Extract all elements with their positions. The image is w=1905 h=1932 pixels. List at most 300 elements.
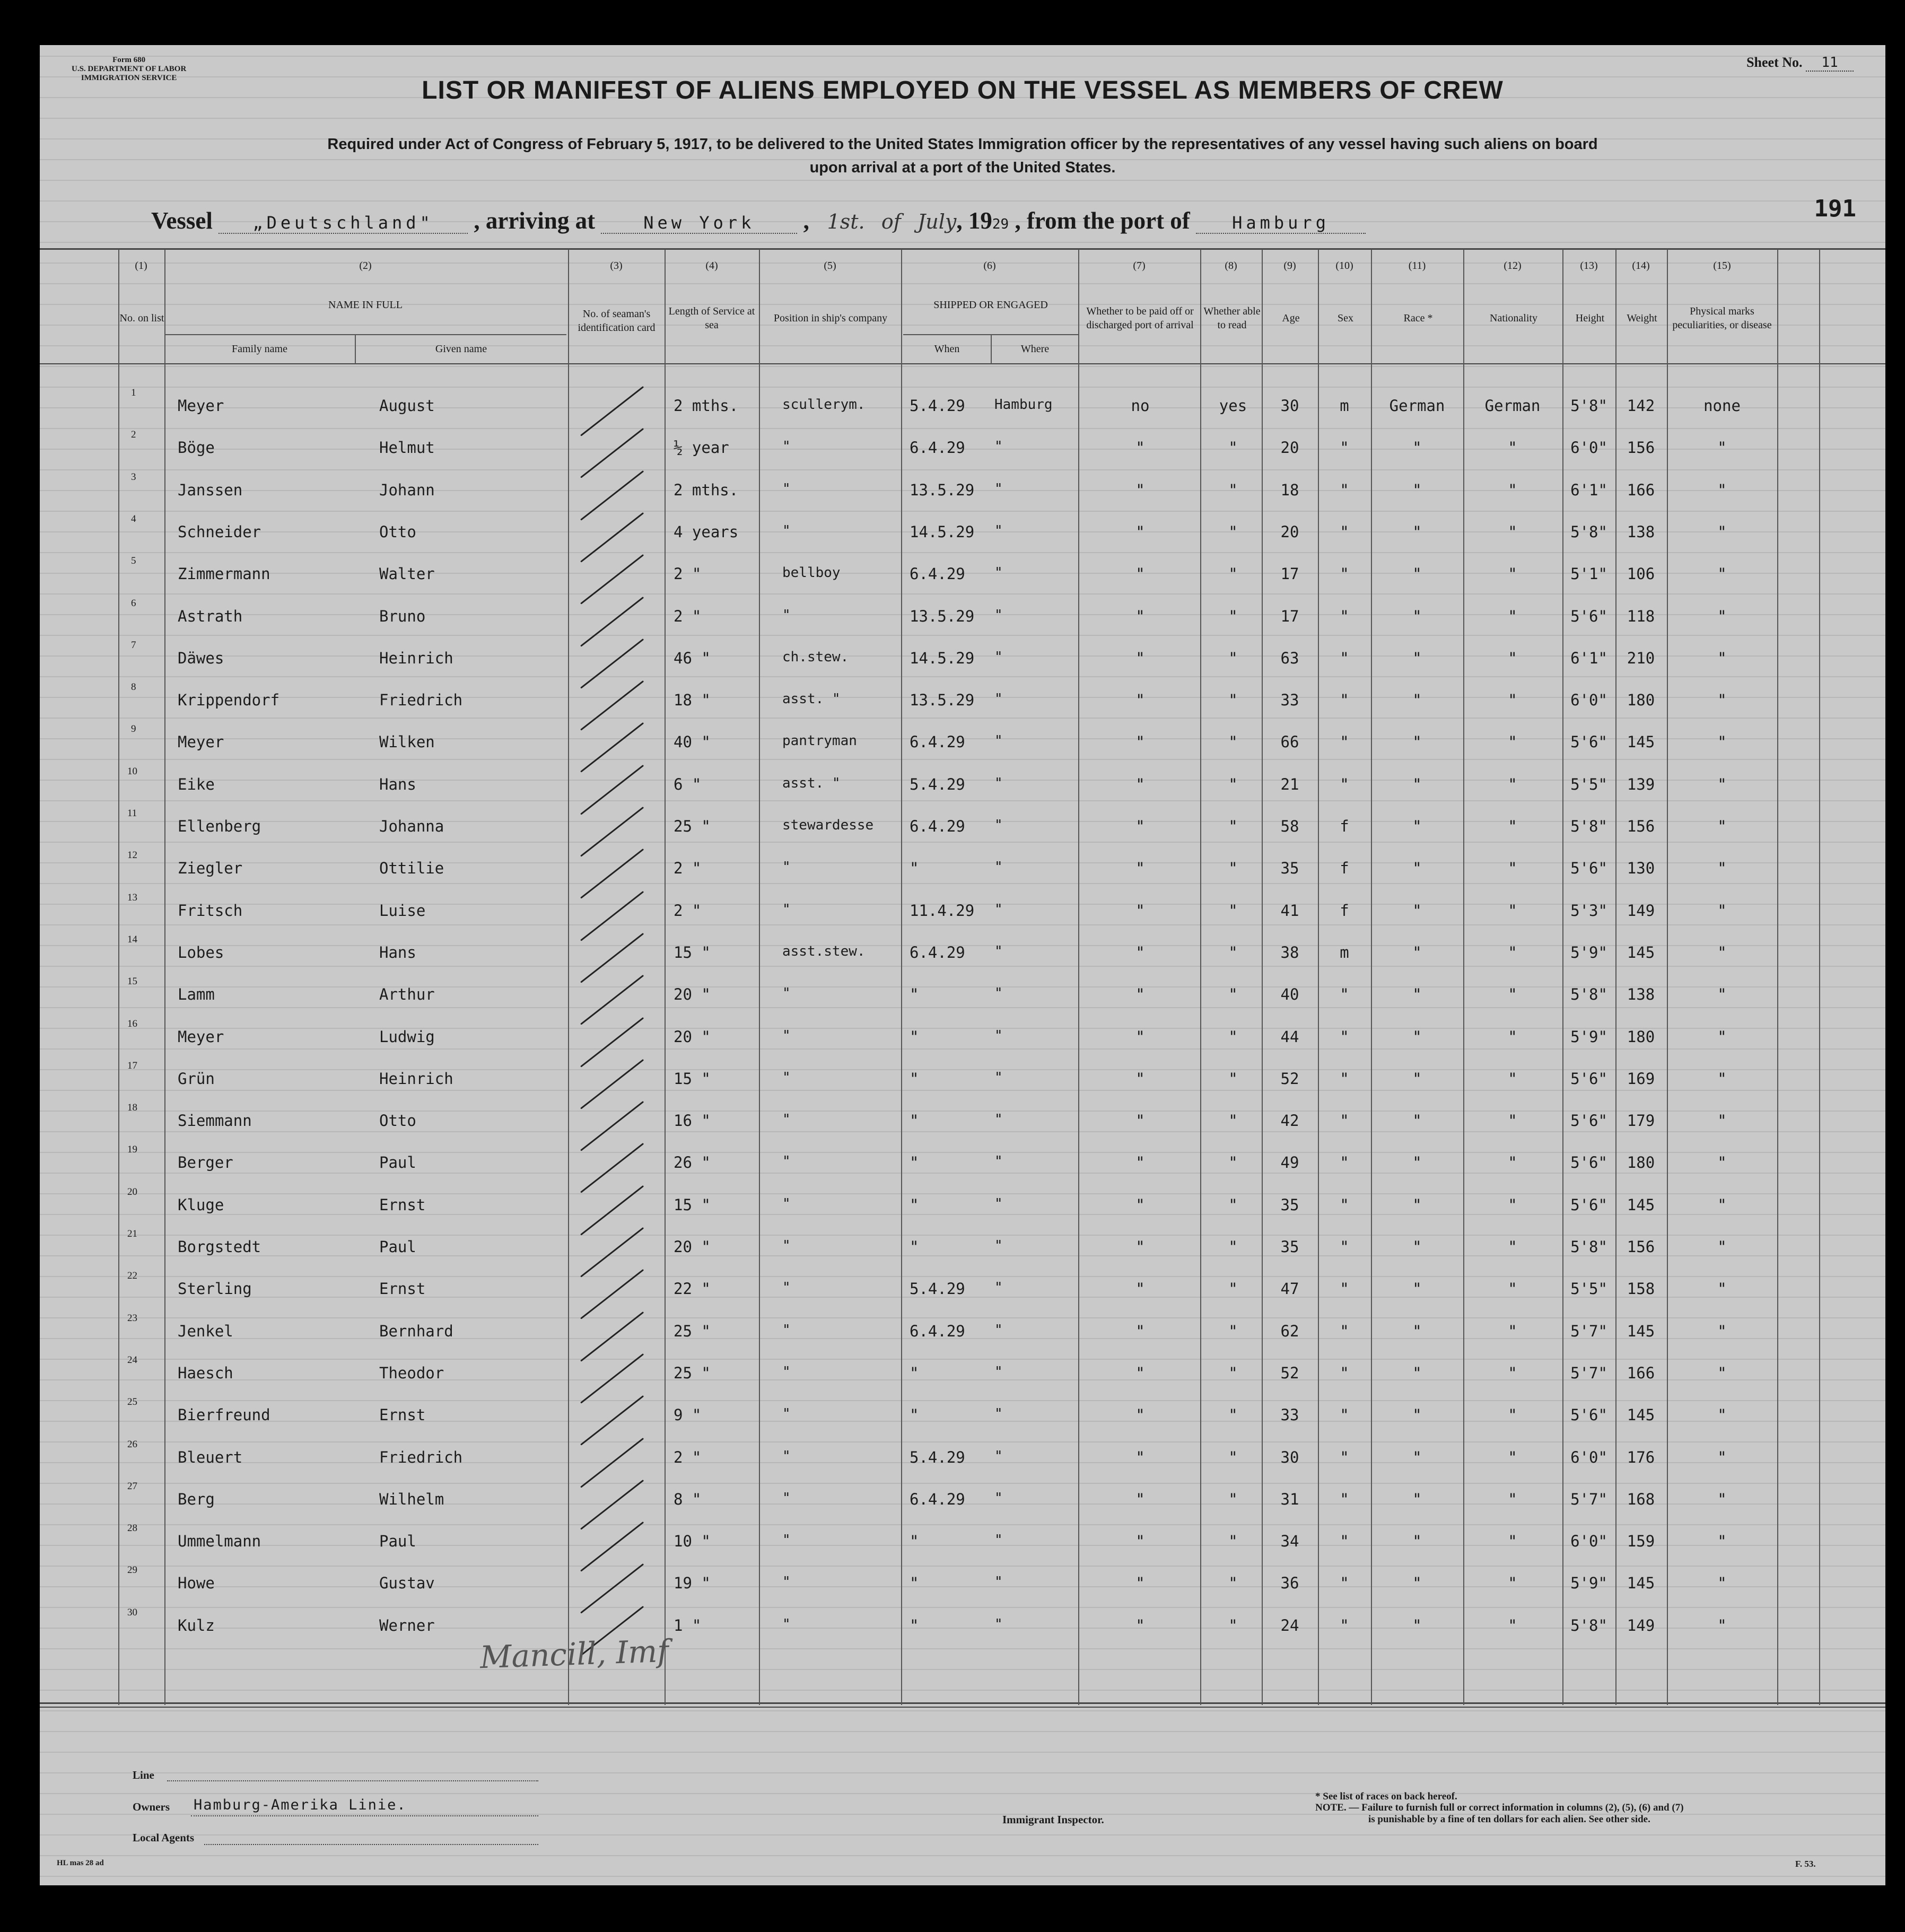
ruled-line [40, 1793, 1885, 1794]
position-cell: " [782, 901, 791, 917]
physical-marks-cell: " [1717, 985, 1727, 1004]
shipped-where-cell: " [994, 817, 1003, 833]
ruled-line [40, 1214, 1885, 1215]
ruled-line [40, 1772, 1885, 1773]
shipped-where-cell: " [994, 1532, 1003, 1549]
ruled-line [40, 1048, 1885, 1050]
row-number-cell: 23 [127, 1312, 137, 1324]
position-cell: asst. " [782, 691, 841, 707]
length-service-cell: 9 " [674, 1406, 702, 1424]
given-name-cell: Paul [379, 1532, 416, 1551]
family-name-cell: Eike [178, 775, 215, 793]
row-number-cell: 15 [127, 976, 137, 987]
family-name-cell: Grün [178, 1069, 215, 1088]
position-cell: bellboy [782, 565, 841, 581]
ruled-line [40, 1648, 1885, 1649]
position-cell: " [782, 607, 791, 623]
able-read-cell: " [1228, 649, 1238, 667]
shipped-when-cell: " [910, 1238, 919, 1256]
row-number-cell: 29 [127, 1564, 137, 1576]
paid-off-cell: " [1135, 649, 1145, 667]
height-cell: 5'8" [1570, 1238, 1607, 1256]
row-number-cell: 9 [131, 723, 136, 735]
family-name-cell: Ziegler [178, 859, 243, 878]
column-number: (13) [1580, 260, 1598, 272]
position-cell: " [782, 1280, 791, 1296]
physical-marks-cell: " [1717, 607, 1727, 625]
nationality-cell: " [1508, 859, 1517, 878]
ruled-line [40, 759, 1885, 760]
shipped-where-cell: Hamburg [994, 397, 1053, 413]
able-read-cell: " [1228, 1112, 1238, 1130]
of-label: of [881, 210, 901, 233]
physical-marks-cell: " [1717, 691, 1727, 710]
age-cell: 47 [1280, 1280, 1299, 1298]
sex-cell: " [1340, 1112, 1349, 1130]
nationality-cell: " [1508, 1027, 1517, 1046]
ruled-line [40, 1007, 1885, 1008]
sex-cell: " [1340, 985, 1349, 1004]
row-number-cell: 20 [127, 1186, 137, 1197]
shipped-where-cell: " [994, 1027, 1003, 1044]
shipped-when-cell: 14.5.29 [910, 649, 975, 667]
length-service-cell: 20 " [674, 985, 711, 1004]
row-number-cell: 19 [127, 1144, 137, 1156]
given-name-cell: Luise [379, 901, 426, 920]
column-separator [1777, 249, 1778, 1705]
family-name-cell: Schneider [178, 522, 261, 541]
given-name-cell: Friedrich [379, 1448, 463, 1466]
family-name-cell: Däwes [178, 649, 224, 667]
nationality-cell: " [1508, 1069, 1517, 1088]
local-agents-rule [204, 1844, 538, 1845]
family-name-cell: Astrath [178, 607, 243, 625]
arrival-day: 1st. [827, 210, 865, 233]
ruled-line [40, 883, 1885, 884]
shipped-where-cell: " [994, 1574, 1003, 1590]
row-number-cell: 13 [127, 891, 137, 903]
check-mark [580, 933, 644, 983]
column-separator [1318, 249, 1319, 1705]
document-title: LIST OR MANIFEST OF ALIENS EMPLOYED ON THE VESSEL AS MEMBERS OF CREW [422, 76, 1504, 104]
length-service-cell: 25 " [674, 1322, 711, 1340]
physical-marks-cell: " [1717, 480, 1727, 499]
height-cell: 5'7" [1570, 1490, 1607, 1508]
age-cell: 52 [1280, 1069, 1299, 1088]
given-name-cell: Ernst [379, 1406, 426, 1424]
race-cell: " [1412, 1322, 1422, 1340]
given-name-cell: Bernhard [379, 1322, 453, 1340]
able-read-cell: " [1228, 859, 1238, 878]
age-cell: 49 [1280, 1153, 1299, 1172]
nationality-cell: " [1508, 1448, 1517, 1466]
nationality-cell: " [1508, 1238, 1517, 1256]
arrival-month: July [917, 210, 957, 233]
weight-cell: 166 [1627, 1363, 1655, 1382]
length-service-cell: 2 " [674, 607, 702, 625]
header-name-in-full: NAME IN FULL [328, 299, 403, 311]
paid-off-cell: " [1135, 1363, 1145, 1382]
weight-cell: 145 [1627, 943, 1655, 961]
shipped-when-cell: " [910, 985, 919, 1004]
print-code-right: F. 53. [1795, 1859, 1816, 1869]
nationality-cell: " [1508, 691, 1517, 710]
race-cell: " [1412, 1112, 1422, 1130]
header-sex: Sex [1338, 312, 1353, 324]
row-number-cell: 8 [131, 681, 136, 693]
family-name-cell: Janssen [178, 480, 243, 499]
given-name-cell: Paul [379, 1238, 416, 1256]
height-cell: 5'8" [1570, 985, 1607, 1004]
shipped-where-cell: " [994, 985, 1003, 1002]
race-cell: " [1412, 1238, 1422, 1256]
line-value-rule [167, 1780, 538, 1781]
family-name-cell: Zimmermann [178, 565, 270, 583]
ruled-line [40, 1483, 1885, 1484]
family-name-cell: Borgstedt [178, 1238, 261, 1256]
year-prefix: 19 [968, 207, 992, 234]
physical-marks-cell: " [1717, 943, 1727, 961]
header-nationality: Nationality [1490, 312, 1537, 324]
race-cell: " [1412, 691, 1422, 710]
paid-off-cell: " [1135, 901, 1145, 920]
length-service-cell: 15 " [674, 943, 711, 961]
shipped-where-cell: " [994, 1406, 1003, 1422]
shipped-where-cell: " [994, 1195, 1003, 1212]
ruled-line [40, 1276, 1885, 1277]
height-cell: 6'0" [1570, 691, 1607, 710]
height-cell: 5'6" [1570, 1112, 1607, 1130]
shipped-where-cell: " [994, 901, 1003, 917]
height-cell: 5'7" [1570, 1322, 1607, 1340]
height-cell: 5'1" [1570, 565, 1607, 583]
local-agents-label: Local Agents [133, 1831, 195, 1844]
nationality-cell: " [1508, 901, 1517, 920]
check-mark [580, 1017, 644, 1067]
able-read-cell: " [1228, 1280, 1238, 1298]
height-cell: 5'9" [1570, 1574, 1607, 1593]
year-suffix: 29 [992, 216, 1009, 232]
age-cell: 42 [1280, 1112, 1299, 1130]
shipped-when-cell: 5.4.29 [910, 397, 965, 415]
physical-marks-cell: " [1717, 1069, 1727, 1088]
owners-value-rule [191, 1815, 538, 1816]
check-mark [580, 554, 644, 605]
family-name-cell: Meyer [178, 733, 224, 751]
shipped-when-cell: 11.4.29 [910, 901, 975, 920]
column-number: (8) [1225, 260, 1237, 272]
check-mark [580, 1353, 644, 1404]
shipped-where-cell: " [994, 733, 1003, 749]
header-seaman-card: No. of seaman's identification card [578, 308, 656, 334]
column-number: (3) [610, 260, 623, 272]
fine-note-line-2: is punishable by a fine of ten dollars for each alien. See other side. [1368, 1814, 1650, 1825]
name-subheader-line [164, 334, 566, 335]
row-number-cell: 24 [127, 1354, 137, 1366]
nationality-cell: " [1508, 1280, 1517, 1298]
height-cell: 6'0" [1570, 1448, 1607, 1466]
ruled-line [40, 1131, 1885, 1132]
sheet-number-label: Sheet No. [1746, 55, 1803, 70]
weight-cell: 169 [1627, 1069, 1655, 1088]
given-name-cell: Friedrich [379, 691, 463, 710]
check-mark [580, 1143, 644, 1193]
race-cell: " [1412, 943, 1422, 961]
weight-cell: 149 [1627, 901, 1655, 920]
family-name-cell: Bierfreund [178, 1406, 270, 1424]
shipped-where-cell: " [994, 439, 1003, 455]
height-cell: 5'6" [1570, 1069, 1607, 1088]
paid-off-cell: " [1135, 985, 1145, 1004]
column-separator [118, 249, 119, 1705]
height-cell: 5'6" [1570, 859, 1607, 878]
check-mark [580, 512, 644, 563]
age-cell: 62 [1280, 1322, 1299, 1340]
header-able-read: Whether able to read [1203, 305, 1261, 331]
ruled-line [40, 1731, 1885, 1732]
able-read-cell: " [1228, 1363, 1238, 1382]
age-cell: 33 [1280, 691, 1299, 710]
race-cell: " [1412, 775, 1422, 793]
family-name-cell: Berger [178, 1153, 233, 1172]
race-cell: " [1412, 1532, 1422, 1551]
nationality-cell: German [1484, 397, 1541, 415]
able-read-cell: " [1228, 1532, 1238, 1551]
paid-off-cell: " [1135, 1153, 1145, 1172]
sex-cell: " [1340, 649, 1349, 667]
given-name-cell: Werner [379, 1616, 435, 1634]
race-cell: " [1412, 1280, 1422, 1298]
subtitle-line-1: Required under Act of Congress of February 5, 1917, to be delivered to the United States Immigration officer by the representatives of any vessel having such aliens on board [327, 136, 1598, 153]
ruled-line [40, 1090, 1885, 1091]
race-cell: " [1412, 859, 1422, 878]
given-name-cell: Ludwig [379, 1027, 435, 1046]
position-cell: " [782, 1490, 791, 1506]
given-name-cell: August [379, 397, 435, 415]
paid-off-cell: " [1135, 1490, 1145, 1508]
ruled-line [40, 1193, 1885, 1194]
height-cell: 5'8" [1570, 1616, 1607, 1634]
paid-off-cell: " [1135, 1574, 1145, 1593]
shipped-when-cell: 13.5.29 [910, 607, 975, 625]
column-number: (12) [1504, 260, 1522, 272]
header-shipped: SHIPPED OR ENGAGED [933, 299, 1048, 311]
column-number: (2) [359, 260, 372, 272]
age-cell: 36 [1280, 1574, 1299, 1593]
paid-off-cell: " [1135, 1322, 1145, 1340]
ruled-line [40, 1834, 1885, 1835]
row-number-cell: 27 [127, 1480, 137, 1492]
length-service-cell: ½ year [674, 439, 729, 457]
weight-cell: 156 [1627, 439, 1655, 457]
age-cell: 33 [1280, 1406, 1299, 1424]
column-number: (1) [135, 260, 147, 272]
column-number: (11) [1408, 260, 1426, 272]
paid-off-cell: " [1135, 817, 1145, 835]
ruled-line [40, 1173, 1885, 1174]
length-service-cell: 46 " [674, 649, 711, 667]
position-cell: stewardesse [782, 817, 874, 833]
ruled-line [40, 1235, 1885, 1236]
family-name-cell: Kluge [178, 1195, 224, 1214]
sex-cell: " [1340, 1195, 1349, 1214]
race-cell: " [1412, 480, 1422, 499]
able-read-cell: " [1228, 1153, 1238, 1172]
position-cell: " [782, 480, 791, 497]
shipped-when-cell: 14.5.29 [910, 522, 975, 541]
given-name-cell: Arthur [379, 985, 435, 1004]
paid-off-cell: " [1135, 565, 1145, 583]
fine-note-line-1: NOTE. — Failure to furnish full or correct information in columns (2), (5), (6) and (7) [1315, 1802, 1684, 1813]
weight-cell: 138 [1627, 522, 1655, 541]
paid-off-cell: " [1135, 1406, 1145, 1424]
age-cell: 18 [1280, 480, 1299, 499]
sex-cell: " [1340, 1448, 1349, 1466]
subtitle-line-2: upon arrival at a port of the United States. [809, 159, 1116, 176]
position-cell: " [782, 859, 791, 876]
weight-cell: 145 [1627, 1195, 1655, 1214]
age-cell: 24 [1280, 1616, 1299, 1634]
check-mark [580, 807, 644, 857]
position-cell: asst. " [782, 775, 841, 791]
position-cell: " [782, 1153, 791, 1170]
owners-value: Hamburg-Amerika Linie. [194, 1797, 407, 1813]
sex-cell: " [1340, 691, 1349, 710]
header-length-service: Length of Service at sea [668, 305, 755, 331]
able-read-cell: " [1228, 1574, 1238, 1593]
check-mark [580, 470, 644, 521]
age-cell: 44 [1280, 1027, 1299, 1046]
family-name-cell: Kulz [178, 1616, 215, 1634]
able-read-cell: " [1228, 480, 1238, 499]
able-read-cell: " [1228, 1616, 1238, 1634]
row-number-cell: 22 [127, 1270, 137, 1282]
weight-cell: 180 [1627, 1027, 1655, 1046]
given-name-cell: Wilhelm [379, 1490, 444, 1508]
check-mark [580, 1563, 644, 1614]
ruled-line [40, 428, 1885, 429]
given-name-cell: Ernst [379, 1195, 426, 1214]
race-cell: " [1412, 1069, 1422, 1088]
row-number-cell: 26 [127, 1438, 137, 1450]
sex-cell: " [1340, 607, 1349, 625]
column-separator [1667, 249, 1668, 1705]
weight-cell: 138 [1627, 985, 1655, 1004]
weight-cell: 180 [1627, 691, 1655, 710]
shipped-where-cell: " [994, 1280, 1003, 1296]
paid-off-cell: no [1131, 397, 1150, 415]
sex-cell: " [1340, 1363, 1349, 1382]
document-subtitle [146, 133, 1779, 179]
able-read-cell: " [1228, 1448, 1238, 1466]
age-cell: 38 [1280, 943, 1299, 961]
race-cell: " [1412, 817, 1422, 835]
age-cell: 41 [1280, 901, 1299, 920]
sheet-number-field [1746, 55, 1854, 72]
vessel-label: Vessel [151, 207, 213, 234]
nationality-cell: " [1508, 1153, 1517, 1172]
family-name-cell: Siemmann [178, 1112, 252, 1130]
family-name-cell: Lamm [178, 985, 215, 1004]
physical-marks-cell: " [1717, 1363, 1727, 1382]
nationality-cell: " [1508, 522, 1517, 541]
able-read-cell: " [1228, 1027, 1238, 1046]
position-cell: " [782, 1069, 791, 1086]
age-cell: 20 [1280, 522, 1299, 541]
length-service-cell: 1 " [674, 1616, 702, 1634]
paid-off-cell: " [1135, 522, 1145, 541]
family-name-cell: Haesch [178, 1363, 233, 1382]
ruled-line [40, 1607, 1885, 1608]
sex-cell: " [1340, 733, 1349, 751]
age-cell: 35 [1280, 1238, 1299, 1256]
weight-cell: 156 [1627, 817, 1655, 835]
race-cell: " [1412, 1490, 1422, 1508]
height-cell: 5'6" [1570, 607, 1607, 625]
shipped-when-cell: " [910, 1027, 919, 1046]
races-note: * See list of races on back hereof. [1315, 1791, 1457, 1802]
check-mark [580, 680, 644, 731]
sex-cell: " [1340, 480, 1349, 499]
physical-marks-cell: " [1717, 1280, 1727, 1298]
age-cell: 21 [1280, 775, 1299, 793]
check-mark [580, 639, 644, 689]
paid-off-cell: " [1135, 733, 1145, 751]
column-number: (4) [705, 260, 718, 272]
sex-cell: f [1340, 817, 1349, 835]
sex-cell: m [1340, 943, 1349, 961]
height-cell: 6'0" [1570, 439, 1607, 457]
row-number-cell: 3 [131, 471, 136, 483]
shipped-where-cell: " [994, 649, 1003, 665]
weight-cell: 180 [1627, 1153, 1655, 1172]
check-mark [580, 891, 644, 941]
physical-marks-cell: " [1717, 1195, 1727, 1214]
shipped-when-cell: 6.4.29 [910, 733, 965, 751]
shipped-when-cell: " [910, 859, 919, 878]
race-cell: " [1412, 649, 1422, 667]
nationality-cell: " [1508, 817, 1517, 835]
ruled-line [40, 1441, 1885, 1443]
header-position: Position in ship's company [773, 312, 888, 324]
length-service-cell: 18 " [674, 691, 711, 710]
shipped-when-cell: 6.4.29 [910, 1322, 965, 1340]
header-no-on-list: No. on list [119, 312, 164, 324]
able-read-cell: yes [1219, 397, 1247, 415]
ruled-line [40, 469, 1885, 470]
physical-marks-cell: " [1717, 733, 1727, 751]
ruled-line [40, 366, 1885, 367]
header-given-name: Given name [435, 343, 487, 355]
position-cell: " [782, 985, 791, 1002]
table-bottom-border [40, 1702, 1885, 1704]
height-cell: 5'3" [1570, 901, 1607, 920]
position-cell: " [782, 1532, 791, 1549]
weight-cell: 130 [1627, 859, 1655, 878]
nationality-cell: " [1508, 1574, 1517, 1593]
physical-marks-cell: " [1717, 649, 1727, 667]
sex-cell: " [1340, 1532, 1349, 1551]
row-number-cell: 6 [131, 597, 136, 609]
physical-marks-cell: " [1717, 1027, 1727, 1046]
given-name-cell: Ernst [379, 1280, 426, 1298]
position-cell: " [782, 1616, 791, 1632]
shipped-when-cell: " [910, 1069, 919, 1088]
check-mark [580, 765, 644, 815]
length-service-cell: 2 " [674, 859, 702, 878]
paid-off-cell: " [1135, 480, 1145, 499]
length-service-cell: 2 mths. [674, 397, 739, 415]
